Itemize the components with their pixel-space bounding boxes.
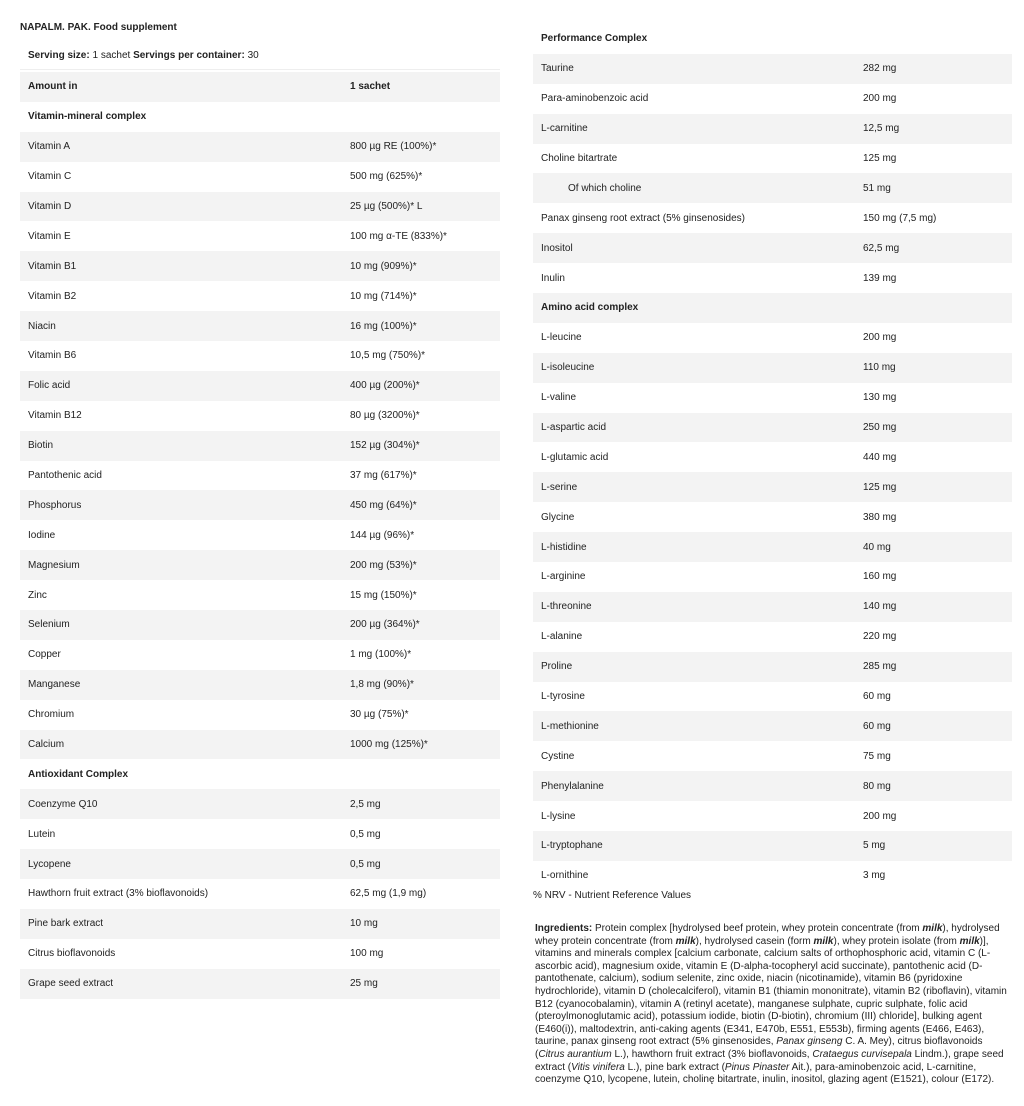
nutrient-name: L-arginine: [541, 571, 586, 583]
nutrient-name: Lycopene: [28, 858, 71, 870]
nutrient-amount: 440 mg: [863, 451, 897, 463]
table-row: [20, 640, 500, 670]
table-row: [533, 831, 1012, 861]
nutrient-amount: 144 µg (96%)*: [350, 529, 415, 541]
ingredients-body: [535, 923, 1007, 1085]
nutrient-name: Vitamin B1: [28, 260, 77, 272]
table-row: [20, 341, 500, 371]
ingredients-segment: ), whey protein isolate (from: [833, 935, 960, 947]
nutrient-name: Iodine: [28, 529, 56, 541]
nutrient-amount: 80 mg: [863, 780, 891, 792]
table-row: [20, 730, 500, 760]
table-row: [20, 371, 500, 401]
nutrient-name: L-aspartic acid: [541, 422, 607, 434]
nutrient-name: Zinc: [28, 589, 47, 601]
section-heading: Antioxidant Complex: [28, 768, 129, 780]
nutrient-amount: 220 mg: [863, 631, 897, 643]
nutrient-amount: 110 mg: [863, 362, 896, 374]
nutrient-amount: 10 mg (909%)*: [350, 260, 417, 272]
nutrient-name: Panax ginseng root extract (5% ginsenosides): [541, 212, 746, 224]
table-row: [20, 461, 500, 491]
table-row: [533, 532, 1012, 562]
nutrient-name: Vitamin B6: [28, 350, 77, 362]
table-row: [20, 700, 500, 730]
nutrient-name: L-methionine: [541, 720, 599, 732]
nutrient-name: Glycine: [541, 511, 575, 523]
table-row: [20, 580, 500, 610]
section-heading: Vitamin-mineral complex: [28, 111, 147, 123]
nutrient-name: L-carnitine: [541, 123, 588, 135]
nutrient-amount: 400 µg (200%)*: [350, 380, 420, 392]
nutrient-name: Inulin: [541, 272, 565, 284]
ingredients-segment: C. A. Mey), citrus bioflavonoids (: [535, 1036, 983, 1060]
table-row: [20, 939, 500, 969]
nutrient-name: Cystine: [541, 750, 575, 762]
nutrient-amount: 800 µg RE (100%)*: [350, 141, 437, 153]
nutrient-name: Para-aminobenzoic acid: [541, 93, 649, 105]
nutrient-name: Of which choline: [568, 182, 642, 194]
nutrient-amount: 2,5 mg: [350, 798, 381, 810]
ingredients-segment: L.), pine bark extract (: [624, 1061, 725, 1073]
nutrient-amount: 5 mg: [863, 840, 886, 852]
nutrient-name: Proline: [541, 661, 573, 673]
nutrient-amount: 200 mg: [863, 810, 897, 822]
nutrient-name: L-ornithine: [541, 870, 589, 882]
table-row: [20, 789, 500, 819]
page-title: NAPALM. PAK. Food supplement: [20, 22, 177, 33]
table-row: [20, 311, 500, 341]
nutrient-amount: 30 µg (75%)*: [350, 709, 409, 721]
nutrient-amount: 10 mg: [350, 918, 378, 930]
nutrient-amount: 1 mg (100%)*: [350, 649, 412, 661]
latin-name: Pinus Pinaster: [724, 1061, 790, 1073]
table-row: [20, 550, 500, 580]
nutrient-amount: 380 mg: [863, 511, 897, 523]
nutrient-amount: 140 mg: [863, 601, 897, 613]
nutrient-name: Manganese: [28, 679, 81, 691]
table-row: [533, 711, 1012, 741]
nutrient-name: Vitamin B2: [28, 290, 77, 302]
table-row: [20, 431, 500, 461]
nutrient-amount: 285 mg: [863, 661, 897, 673]
header-per-sachet: 1 sachet: [350, 81, 391, 93]
section-heading-row: [533, 293, 1012, 323]
table-row: [533, 502, 1012, 532]
nutrient-name: Inositol: [541, 242, 573, 254]
nrv-note: % NRV - Nutrient Reference Values: [533, 890, 692, 901]
nutrient-name: Niacin: [28, 320, 56, 332]
nutrient-name: Vitamin B12: [28, 410, 82, 422]
table-row: [533, 173, 1012, 203]
nutrient-name: L-histidine: [541, 541, 587, 553]
nutrient-name: L-leucine: [541, 332, 582, 344]
table-row: [20, 610, 500, 640]
table-row: [533, 353, 1012, 383]
section-heading: Performance Complex: [541, 33, 648, 45]
servings-per-container-value: 30: [247, 50, 259, 61]
nutrient-amount: 450 mg (64%)*: [350, 499, 417, 511]
table-row: [20, 909, 500, 939]
nutrient-amount: 51 mg: [863, 182, 891, 194]
table-row: [533, 144, 1012, 174]
serving-size-value: 1 sachet: [92, 50, 131, 61]
ingredients-label: Ingredients:: [535, 923, 593, 934]
table-row: [20, 162, 500, 192]
serving-info: [20, 42, 500, 70]
nutrient-name: L-tryptophane: [541, 840, 603, 852]
table-row: [533, 682, 1012, 712]
table-row: [20, 401, 500, 431]
nutrient-amount: 1000 mg (125%)*: [350, 739, 428, 751]
ingredients-segment: ), hydrolysed whey protein concentrate (from: [535, 923, 1000, 947]
nutrient-amount: 62,5 mg: [863, 242, 900, 254]
table-row: [20, 192, 500, 222]
nutrient-amount: 200 mg (53%)*: [350, 559, 417, 571]
table-row: [533, 861, 1012, 891]
latin-name: Crataegus curvisepala: [812, 1048, 912, 1060]
table-header-row: [20, 72, 500, 102]
ingredients-text: [535, 923, 1013, 1087]
nutrient-amount: 12,5 mg: [863, 123, 900, 135]
nutrient-name: Pine bark extract: [28, 918, 104, 930]
table-row: [20, 132, 500, 162]
nutrient-amount: 125 mg: [863, 481, 897, 493]
table-row: [533, 203, 1012, 233]
nutrient-amount: 0,5 mg: [350, 828, 381, 840]
nutrient-amount: 3 mg: [863, 870, 886, 882]
nutrient-name: Biotin: [28, 440, 54, 452]
nutrient-name: L-tyrosine: [541, 691, 585, 703]
allergen-emphasis: milk: [922, 923, 943, 934]
nutrient-amount: 130 mg: [863, 392, 897, 404]
nutrient-name: L-valine: [541, 392, 577, 404]
nutrient-amount: 10,5 mg (750%)*: [350, 350, 426, 362]
nutrient-amount: 100 mg α-TE (833%)*: [350, 230, 447, 242]
nutrient-amount: 80 µg (3200%)*: [350, 410, 420, 422]
latin-name: Vitis vinifera: [571, 1061, 625, 1073]
latin-name: Citrus aurantium: [538, 1048, 612, 1060]
section-heading: Amino acid complex: [541, 302, 639, 314]
nutrient-amount: 160 mg: [863, 571, 897, 583]
nutrient-name: L-glutamic acid: [541, 451, 609, 463]
nutrient-name: Lutein: [28, 828, 56, 840]
nutrient-amount: 75 mg: [863, 750, 891, 762]
table-row: [20, 520, 500, 550]
nutrient-name: Choline bitartrate: [541, 153, 618, 164]
nutrient-name: Vitamin C: [28, 171, 72, 183]
allergen-emphasis: milk: [959, 935, 980, 947]
serving-size-label: Serving size:: [28, 50, 90, 61]
table-row: [533, 771, 1012, 801]
ingredients-segment: Ait.), para-aminobenzoic acid, L-carnitine, coenzyme Q10, lycopene, lutein, cholinę bitartrate, inulin, inositol, glazing agent (E1521), colour (E172).: [535, 1061, 995, 1086]
table-row: [20, 969, 500, 999]
nutrient-name: Folic acid: [28, 380, 71, 392]
right-table-rows: [533, 24, 1012, 891]
nutrient-name: Grape seed extract: [28, 978, 114, 990]
nutrient-name: Phenylalanine: [541, 780, 604, 792]
nutrient-name: Pantothenic acid: [28, 470, 102, 482]
nutrient-name: Magnesium: [28, 559, 80, 571]
left-table-rows: [20, 72, 500, 999]
nutrient-amount: 10 mg (714%)*: [350, 290, 417, 302]
table-row: [533, 652, 1012, 682]
header-amount-in: Amount in: [28, 81, 78, 93]
nutrient-amount: 139 mg: [863, 272, 897, 284]
nutrient-amount: 500 mg (625%)*: [350, 171, 423, 183]
allergen-emphasis: milk: [813, 935, 834, 947]
nutrient-name: L-alanine: [541, 631, 583, 643]
table-row: [533, 114, 1012, 144]
table-row: [533, 472, 1012, 502]
nutrient-name: L-threonine: [541, 601, 592, 613]
nutrient-name: Citrus bioflavonoids: [28, 948, 116, 960]
table-row: [20, 251, 500, 281]
nutrient-name: Hawthorn fruit extract (3% bioflavonoids): [28, 888, 209, 900]
table-row: [533, 801, 1012, 831]
nutrient-name: Phosphorus: [28, 499, 82, 511]
nutrient-amount: 15 mg (150%)*: [350, 589, 417, 601]
nutrient-amount: 100 mg: [350, 948, 384, 960]
table-row: [533, 592, 1012, 622]
nutrient-amount: 60 mg: [863, 720, 891, 732]
nutrient-amount: 0,5 mg: [350, 858, 381, 870]
nutrient-name: L-isoleucine: [541, 362, 595, 374]
ingredients-segment: Lindm.), grape seed extract (: [535, 1048, 1004, 1073]
table-row: [20, 849, 500, 879]
nutrient-amount: 1,8 mg (90%)*: [350, 679, 414, 691]
nutrient-amount: 125 mg: [863, 153, 897, 164]
nutrient-amount: 282 mg: [863, 63, 897, 75]
nutrient-name: Chromium: [28, 709, 75, 721]
nutrient-amount: 62,5 mg (1,9 mg): [350, 888, 427, 900]
table-row: [533, 741, 1012, 771]
nutrient-amount: 40 mg: [863, 541, 891, 553]
table-row: [20, 490, 500, 520]
nutrient-name: Vitamin A: [28, 141, 71, 153]
table-row: [20, 670, 500, 700]
nutrient-name: Vitamin D: [28, 201, 72, 212]
table-row: [533, 562, 1012, 592]
ingredients-segment: )], vitamins and minerals complex [calcium carbonate, calcium salts of orthophosphoric acid, vitamin C (L-ascorbic acid), magnesium oxide, vitamin E (D-alpha-tocopheryl acid succinate), pantothenic acid (D-pantothenate, calcium), sodium selenite, zinc oxide, niacin (nicotinamide), vitamin B6 (pyridoxine hydrochloride), vitamin D (cholecalciferol), vitamin B1 (thiamin mononitrate), vitamin B2 (riboflavin), vitamin B12 (cyanocobalamin), vitamin A (retinyl acetate), manganese sulphate, cupric sulphate, folic acid (pteroylmonoglutamic acid), potassium iodide, biotin (D-biotin), chromium (III) chloride], bulking agent (E460(i)), maltodextrin, anti-caking agents (E341, E470b, E551, E553b), firming agents (E466, E463), taurine, panax ginseng root extract (5% ginsenosides,: [535, 935, 1007, 1048]
table-row: [533, 622, 1012, 652]
nutrient-amount: 200 mg: [863, 332, 897, 344]
ingredients-segment: ), hydrolysed casein (form: [695, 935, 814, 947]
table-row: [20, 221, 500, 251]
ingredients-segment: Protein complex [hydrolysed beef protein, whey protein concentrate (from: [592, 923, 923, 934]
nutrient-amount: 16 mg (100%)*: [350, 320, 417, 332]
allergen-emphasis: milk: [675, 935, 696, 947]
table-row: [533, 323, 1012, 353]
nutrient-name: Calcium: [28, 739, 65, 751]
nutrient-name: Copper: [28, 649, 61, 661]
nutrient-amount: 200 mg: [863, 93, 897, 105]
nutrient-name: L-serine: [541, 481, 578, 493]
section-heading-row: [20, 102, 500, 132]
nutrient-amount: 200 µg (364%)*: [350, 619, 420, 631]
table-row: [20, 281, 500, 311]
nutrient-amount: 150 mg (7,5 mg): [863, 212, 937, 224]
nutrient-amount: 25 mg: [350, 978, 378, 990]
table-row: [533, 54, 1012, 84]
nutrient-name: Coenzyme Q10: [28, 798, 98, 810]
nutrient-name: Selenium: [28, 619, 70, 631]
nutrient-name: L-lysine: [541, 810, 576, 822]
table-row: [20, 819, 500, 849]
nutrient-amount: 250 mg: [863, 422, 897, 434]
nutrient-name: Taurine: [541, 63, 574, 75]
servings-per-container-label: Servings per container:: [133, 50, 245, 61]
nutrient-amount: 37 mg (617%)*: [350, 470, 417, 482]
table-row: [533, 442, 1012, 472]
table-row: [533, 413, 1012, 443]
nutrient-amount: 152 µg (304%)*: [350, 440, 420, 452]
table-row: [533, 383, 1012, 413]
table-row: [20, 879, 500, 909]
nutrient-amount: 25 µg (500%)* L: [350, 201, 423, 212]
section-heading-row: [20, 759, 500, 789]
nutrient-name: Vitamin E: [28, 230, 71, 242]
table-row: [533, 84, 1012, 114]
section-heading-row: [533, 24, 1012, 54]
table-row: [533, 233, 1012, 263]
ingredients-segment: L.), hawthorn fruit extract (3% bioflavonoids,: [611, 1048, 813, 1060]
table-row: [533, 263, 1012, 293]
nutrient-amount: 60 mg: [863, 691, 891, 703]
latin-name: Panax ginseng: [776, 1036, 843, 1048]
